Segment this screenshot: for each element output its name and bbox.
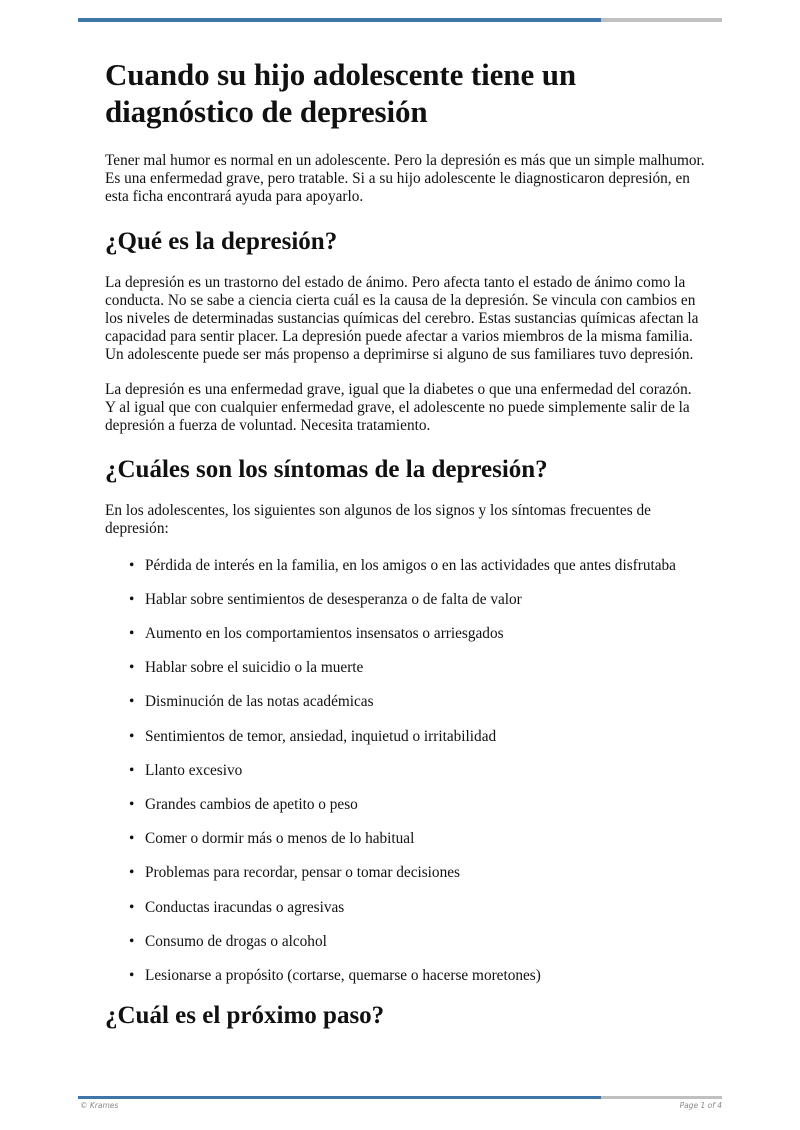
- list-item-text: Pérdida de interés en la familia, en los amigos o en las actividades que antes disfrutaba: [145, 556, 676, 574]
- list-item: [105, 762, 705, 780]
- document-body: [105, 56, 705, 1048]
- bullet-icon: •: [129, 590, 135, 608]
- list-item-text: Disminución de las notas académicas: [145, 693, 374, 711]
- list-item: [105, 933, 705, 951]
- header-rule: [78, 18, 722, 22]
- bullet-icon: •: [129, 932, 135, 950]
- section-paragraph: La depresión es un trastorno del estado de ánimo. Pero afecta tanto el estado de ánimo como la conducta. No se sabe a ciencia cierta cuál es la causa de la depresión. Se vincula con cambios en los niveles de determinadas sustancias químicas del cerebro. Estas sustancias químicas afectan la capacidad para sentir placer. La depresión puede afectar a varios miembros de la misma familia. Un adolescente puede ser más propenso a deprimirse si alguno de sus familiares tuvo depresión.: [105, 273, 699, 364]
- bullet-icon: •: [129, 796, 135, 814]
- list-item: [105, 830, 705, 848]
- list-item-text: Grandes cambios de apetito o peso: [145, 796, 358, 814]
- footer-copyright: © Krames: [80, 1101, 119, 1110]
- intro-paragraph: Tener mal humor es normal en un adolescente. Pero la depresión es más que un simple malhumor. Es una enfermedad grave, pero tratable. Si a su hijo adolescente le diagnosticaron depresión, en esta ficha encontrará ayuda para apoyarlo.: [105, 152, 705, 206]
- list-item: [105, 864, 705, 882]
- bullet-icon: •: [129, 693, 135, 711]
- bullet-icon: •: [129, 864, 135, 882]
- section-paragraph: La depresión es una enfermedad grave, igual que la diabetes o que una enfermedad del corazón. Y al igual que con cualquier enfermedad grave, el adolescente no puede simplemente salir de la depresión a fuerza de voluntad. Necesita tratamiento.: [105, 380, 692, 435]
- bullet-icon: •: [129, 727, 135, 745]
- footer-rule-gray: [601, 1096, 722, 1099]
- header-rule-blue: [78, 18, 601, 22]
- list-item-text: Conductas iracundas o agresivas: [145, 898, 345, 916]
- footer-rule-blue: [78, 1096, 601, 1099]
- list-item-text: Llanto excesivo: [145, 761, 243, 779]
- bullet-icon: •: [129, 659, 135, 677]
- bullet-icon: •: [129, 830, 135, 848]
- page-title: Cuando su hijo adolescente tiene un diagnóstico de depresión: [105, 57, 577, 129]
- section-heading-symptoms: ¿Cuáles son los síntomas de la depresión?: [105, 456, 548, 484]
- header-rule-gray: [601, 18, 722, 22]
- section-heading-next-step: ¿Cuál es el próximo paso?: [105, 1002, 385, 1030]
- list-item: [105, 557, 705, 575]
- bullet-icon: •: [129, 967, 135, 985]
- footer-rule: [78, 1096, 722, 1099]
- symptoms-intro: En los adolescentes, los siguientes son algunos de los signos y los síntomas frecuentes de depresión:: [105, 502, 651, 538]
- list-item: [105, 659, 705, 677]
- list-item: [105, 693, 705, 711]
- list-item-text: Aumento en los comportamientos insensatos o arriesgados: [145, 625, 504, 643]
- bullet-icon: •: [129, 625, 135, 643]
- list-item: [105, 899, 705, 917]
- list-item-text: Lesionarse a propósito (cortarse, quemarse o hacerse moretones): [145, 967, 541, 985]
- list-item-text: Problemas para recordar, pensar o tomar decisiones: [145, 864, 460, 882]
- list-item-text: Hablar sobre el suicidio o la muerte: [145, 659, 364, 677]
- list-item: [105, 796, 705, 814]
- list-item-text: Sentimientos de temor, ansiedad, inquietud o irritabilidad: [145, 727, 497, 745]
- list-item-text: Comer o dormir más o menos de lo habitual: [145, 830, 415, 848]
- list-item: [105, 625, 705, 643]
- list-item: [105, 967, 705, 985]
- bullet-icon: •: [129, 761, 135, 779]
- footer-page-number: Page 1 of 4: [679, 1101, 722, 1110]
- section-heading-what-is: ¿Qué es la depresión?: [105, 227, 338, 255]
- list-item-text: Hablar sobre sentimientos de desesperanza o de falta de valor: [145, 590, 522, 608]
- list-item: [105, 728, 705, 746]
- bullet-icon: •: [129, 556, 135, 574]
- bullet-icon: •: [129, 898, 135, 916]
- symptoms-list: [105, 557, 705, 986]
- list-item-text: Consumo de drogas o alcohol: [145, 932, 327, 950]
- list-item: [105, 591, 705, 609]
